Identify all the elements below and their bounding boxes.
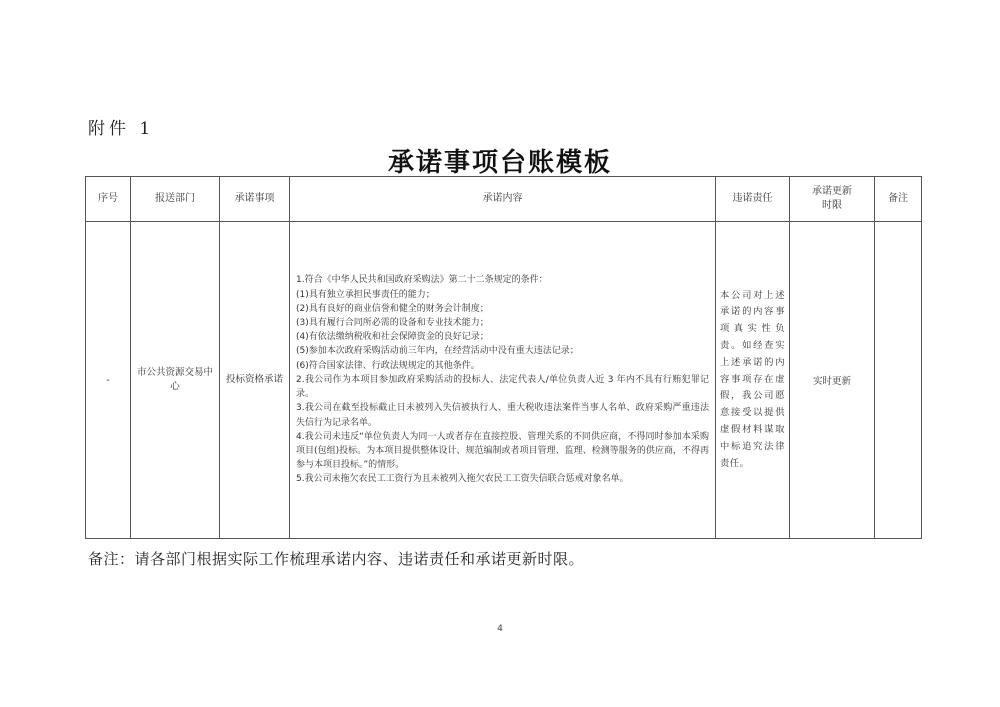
table-row — [86, 222, 922, 539]
commitment-ledger-table — [85, 176, 922, 539]
content-line: 3.我公司在截至投标截止日未被列入失信被执行人、重大税收违法案件当事人名单、政府采购严重违法失信行为记录名单。 — [296, 403, 709, 428]
content-line: 5.我公司未拖欠农民工工资行为且未被列入拖欠农民工工资失信联合惩戒对象名单。 — [296, 474, 629, 485]
attachment-label: 附件 1 — [88, 119, 155, 139]
document-title: 承诺事项台账模板 — [387, 148, 612, 178]
cell-update-period: 实时更新 — [790, 222, 875, 539]
header-content: 承诺内容 — [290, 177, 716, 222]
content-line: (5)参加本次政府采购活动前三年内，在经营活动中没有重大违法记录； — [296, 346, 579, 357]
cell-responsibility: 本公司对上述承诺的内容事项真实性负责。如经查实上述承诺的内容事项存在虚假，我公司愿意接受以提供虚假材料谋取中标追究法律责任。 — [716, 222, 790, 539]
header-dept: 报送部门 — [131, 177, 220, 222]
cell-dept: 市公共资源交易中心 — [131, 222, 220, 539]
content-line: (4)有依法缴纳税收和社会保障资金的良好记录； — [296, 332, 489, 343]
cell-item: 投标资格承诺 — [220, 222, 290, 539]
cell-content — [290, 222, 716, 539]
header-remark: 备注 — [875, 177, 922, 222]
page-number: 4 — [497, 624, 503, 634]
header-item: 承诺事项 — [220, 177, 290, 222]
content-line: 2.我公司作为本项目参加政府采购活动的投标人、法定代表人/单位负责人近 3 年内不具有行贿犯罪记录。 — [296, 374, 709, 400]
footnote: 备注：请各部门根据实际工作梳理承诺内容、违诺责任和承诺更新时限。 — [88, 550, 585, 568]
content-line: (6)符合国家法律、行政法规规定的其他条件。 — [296, 360, 480, 371]
cell-seq: - — [86, 222, 131, 539]
header-update-period-text: 承诺更新时限 — [812, 186, 852, 211]
cell-remark — [875, 222, 922, 539]
content-line: (3)具有履行合同所必需的设备和专业技术能力； — [296, 318, 489, 329]
table-header-row — [86, 177, 922, 222]
header-responsibility: 违诺责任 — [716, 177, 790, 222]
content-line: 4.我公司未违反“单位负责人为同一人或者存在直接控股、管理关系的不同供应商，不得同时参加本采购项目(包组)投标。为本项目提供整体设计、规范编制或者项目管理、监理、检测等服务的供应商，不得再参与本项目投标。”的情形。 — [296, 431, 709, 471]
header-update-period — [790, 177, 875, 222]
content-line: 1.符合《中华人民共和国政府采购法》第二十二条规定的条件： — [296, 275, 548, 286]
content-line: (1)具有独立承担民事责任的能力； — [296, 289, 435, 300]
content-line: (2)具有良好的商业信誉和健全的财务会计制度； — [296, 303, 489, 314]
header-seq: 序号 — [86, 177, 131, 222]
